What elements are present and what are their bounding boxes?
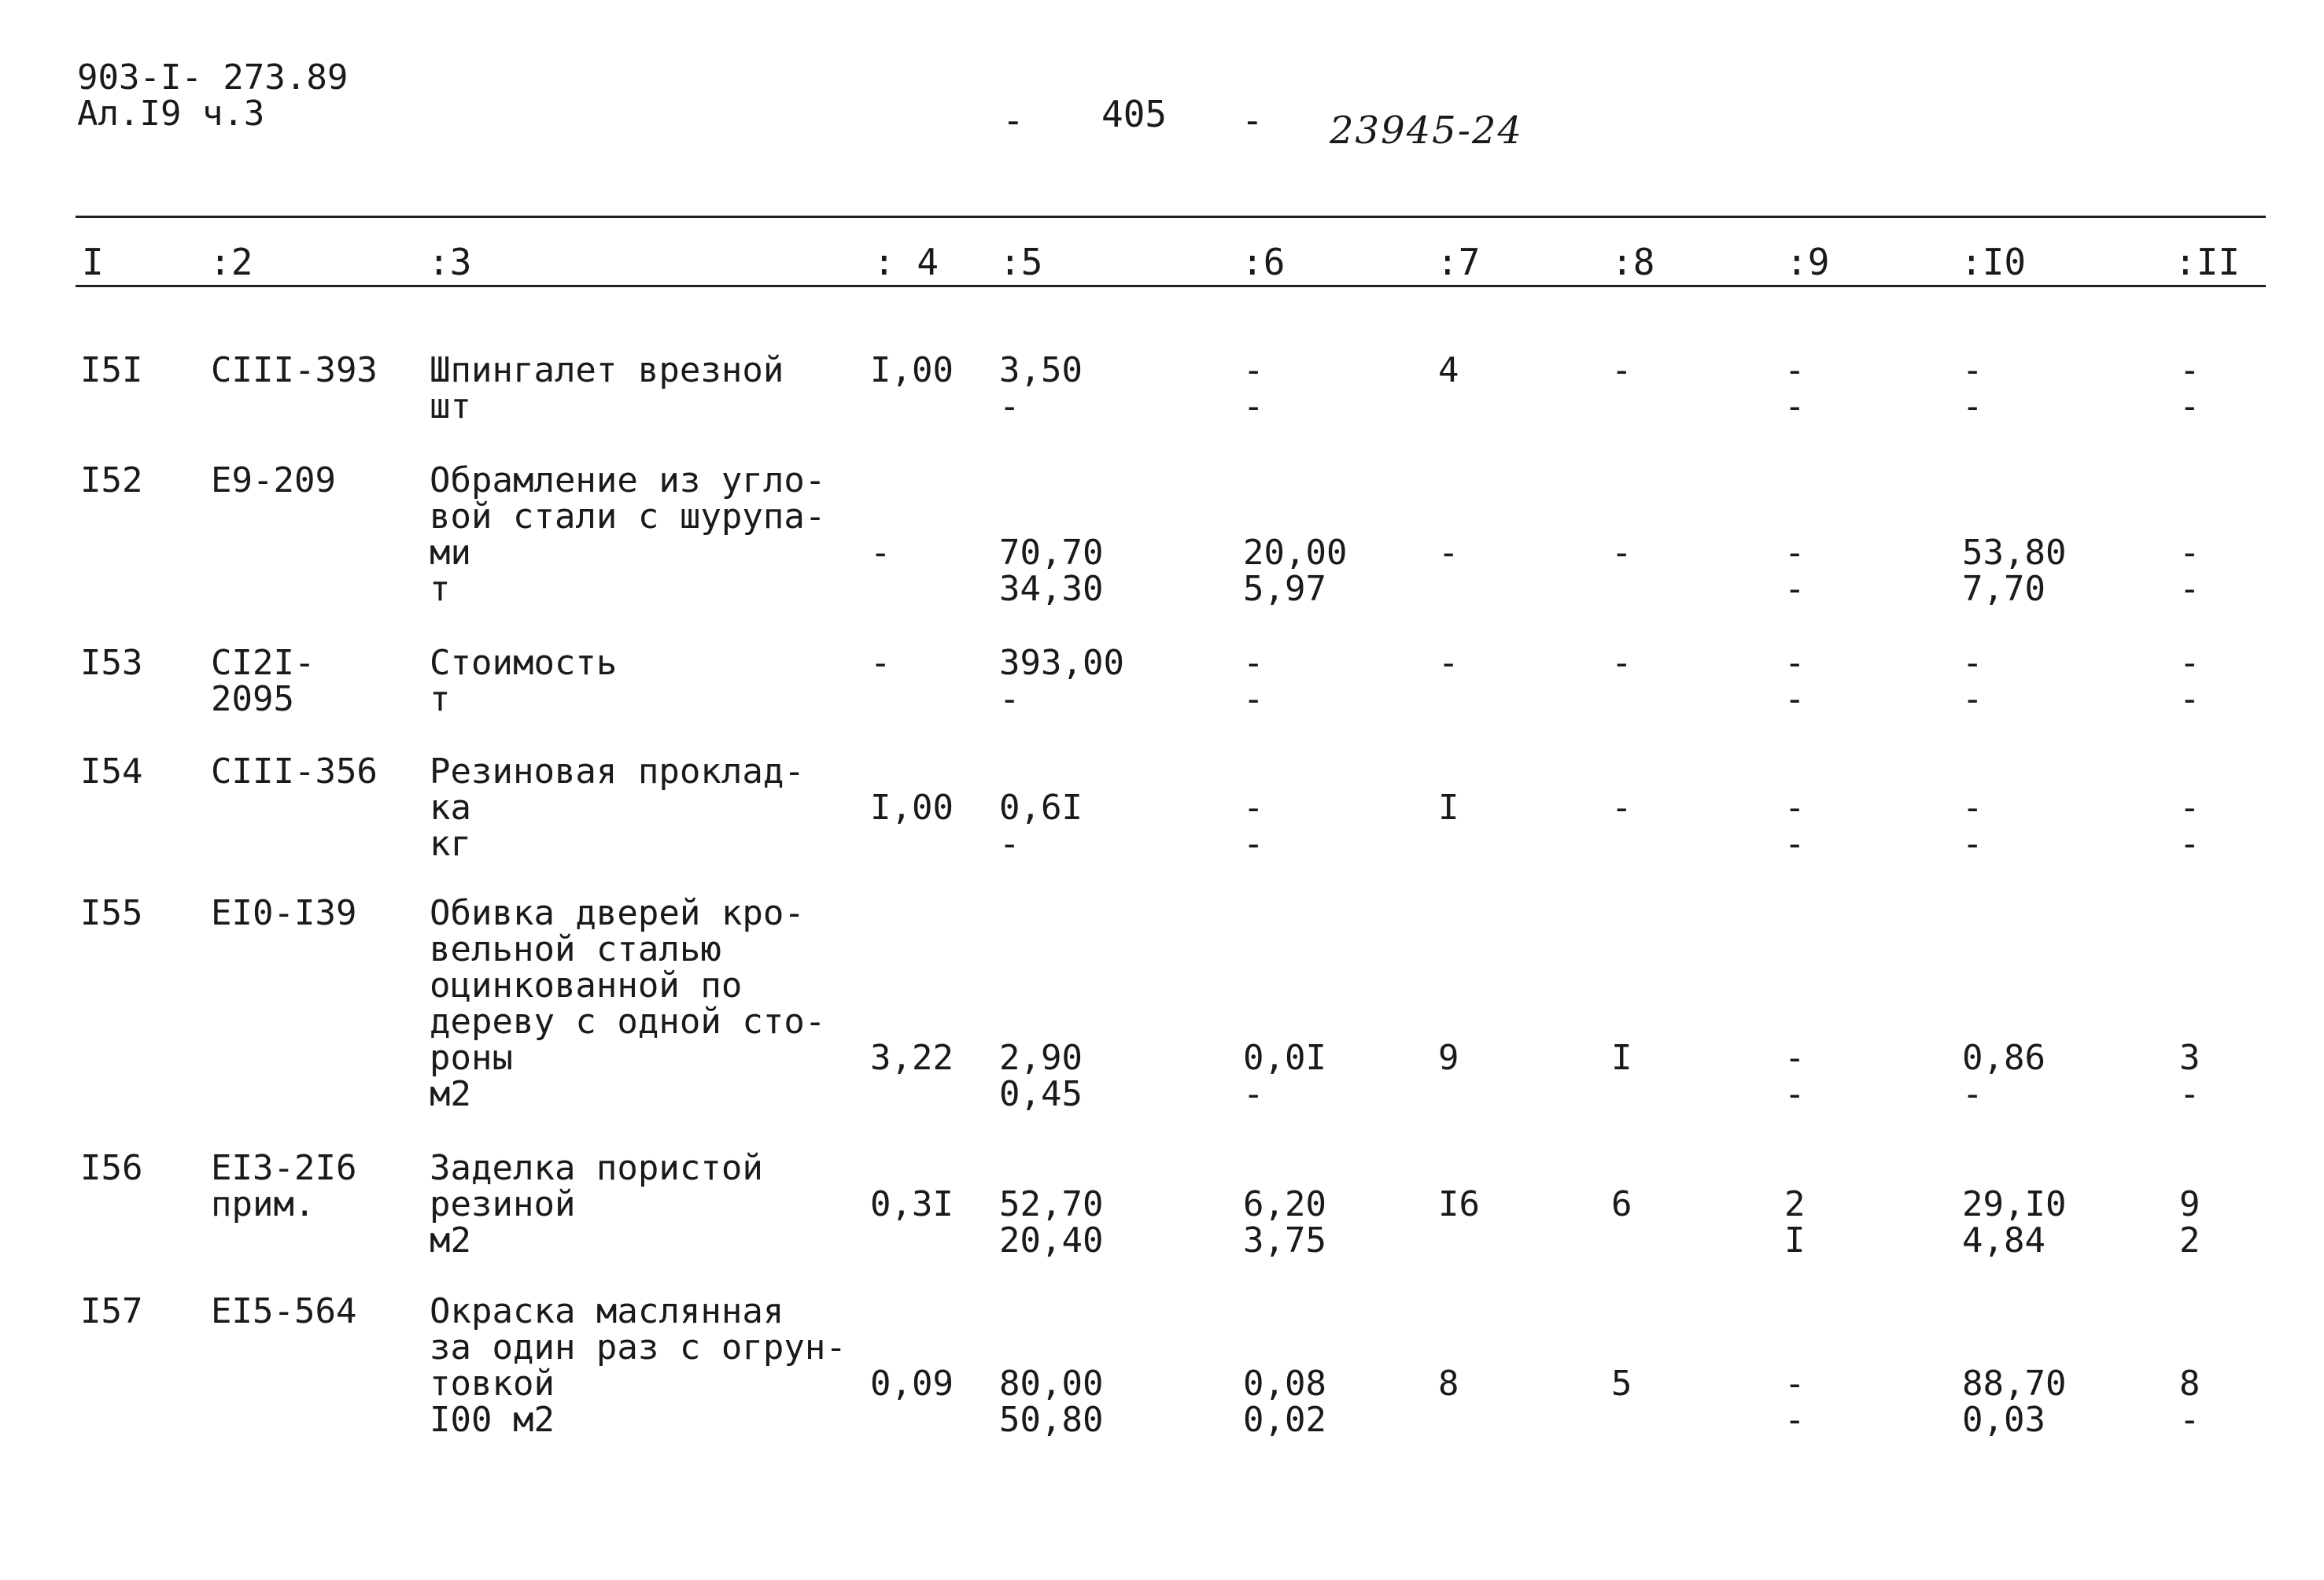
value-col-6-line: 5,97 [1243,569,1326,609]
quantity: I,00 [870,350,954,390]
value-col-9-line: - [1784,679,1806,719]
value-col-5 [999,1040,1083,1113]
norm-code-line: EI0-I39 [211,893,357,933]
value-col-6-line: - [1243,643,1264,683]
value-col-11-line: - [2179,386,2200,426]
value-col-6-line: - [1243,386,1264,426]
value-col-11 [2179,1366,2200,1438]
value-col-6-line: 3,75 [1243,1220,1326,1261]
value-col-8: 6 [1611,1184,1632,1224]
work-description-line: Стоимость [430,643,618,683]
value-col-10-line: - [1962,679,1983,719]
document-code-line-2: Ал.I9 ч.3 [77,94,265,134]
value-col-9-line: - [1784,824,1806,864]
value-col-5-line: 50,80 [999,1400,1104,1440]
row-number: I56 [80,1148,143,1188]
value-col-5-line: - [999,824,1020,864]
work-description-line: м2 [430,1220,471,1261]
value-col-11-line: - [2179,569,2200,609]
value-col-9-line: 2 [1784,1184,1806,1224]
value-col-10-line: - [1962,350,1983,390]
value-col-10 [1962,1040,2045,1113]
norm-code-line: CI2I- [211,643,315,683]
value-col-11-line: - [2179,1400,2200,1440]
value-col-6 [1243,1040,1326,1113]
value-col-9-line: - [1784,788,1806,828]
row-number: I54 [80,751,143,792]
value-col-10-line: - [1962,386,1983,426]
page-number: 405 [1101,93,1168,135]
value-col-8: - [1611,350,1632,390]
value-col-8: 5 [1611,1364,1632,1404]
value-col-5 [999,645,1124,718]
value-col-10 [1962,790,1983,862]
work-description-line: т [430,569,451,609]
value-col-9-line: - [1784,533,1806,573]
value-col-7: 4 [1438,350,1459,390]
value-col-5 [999,790,1083,862]
work-description-line: м2 [430,1074,471,1114]
work-description-line: роны [430,1038,513,1078]
value-col-11 [2179,535,2200,607]
value-col-6 [1243,535,1347,607]
norm-code [211,1150,356,1223]
page-number-dash-left: - [1002,99,1024,142]
value-col-10-line: 4,84 [1962,1220,2045,1261]
value-col-9 [1784,645,1806,718]
value-col-10-line: 88,70 [1962,1364,2067,1404]
value-col-5-line: 70,70 [999,533,1104,573]
quantity: - [870,643,891,683]
column-header-5: :5 [999,241,1043,283]
column-header-3: :3 [428,241,472,283]
value-col-5-line: 34,30 [999,569,1104,609]
value-col-5-line: 3,50 [999,350,1083,390]
value-col-10-line: - [1962,1074,1983,1114]
page-number-dash-right: - [1241,99,1263,142]
row-number: I5I [80,350,143,390]
norm-code [211,350,378,390]
norm-code-line: CIII-393 [211,350,378,390]
column-header-9: :9 [1786,241,1830,283]
column-header-7: :7 [1437,241,1481,283]
work-description-line: Обивка дверей кро- [430,893,805,933]
value-col-11-line: 9 [2179,1184,2200,1224]
work-description [430,1291,847,1440]
value-col-9-line: - [1784,350,1806,390]
work-description [430,895,825,1113]
value-col-10-line: 0,86 [1962,1038,2045,1078]
value-col-6 [1243,645,1264,718]
value-col-8: - [1611,533,1632,573]
value-col-10-line: 29,I0 [1962,1184,2067,1224]
quantity: I,00 [870,788,954,828]
value-col-7: - [1438,533,1459,573]
work-description [430,460,826,609]
work-description-line: Резиновая проклад- [430,751,805,792]
row-number: I57 [80,1291,143,1331]
value-col-5-line: - [999,679,1020,719]
value-col-6-line: - [1243,788,1264,828]
norm-code-line: EI3-2I6 [211,1148,357,1188]
value-col-5-line: - [999,386,1020,426]
value-col-11 [2179,790,2200,862]
work-description-line: I00 м2 [430,1400,555,1440]
value-col-10-line: 53,80 [1962,533,2067,573]
row-number: I55 [80,893,143,933]
value-col-5-line: 393,00 [999,643,1124,683]
value-col-9 [1784,1366,1806,1438]
value-col-9 [1784,350,1806,426]
value-col-10 [1962,1366,2066,1438]
work-description-line: за один раз с огрун- [430,1327,847,1368]
value-col-7: 9 [1438,1038,1459,1078]
norm-code [211,1291,357,1331]
value-col-9 [1784,1184,1806,1261]
work-description [430,350,784,426]
value-col-11 [2179,645,2200,718]
value-col-8: I [1611,1038,1632,1078]
norm-code-line: 2095 [211,679,294,719]
value-col-9-line: - [1784,1400,1806,1440]
quantity: 0,3I [870,1184,954,1224]
value-col-11-line: 8 [2179,1364,2200,1404]
work-description [430,751,805,864]
value-col-5-line: 52,70 [999,1184,1104,1224]
value-col-10 [1962,350,1983,426]
value-col-5-line: 80,00 [999,1364,1104,1404]
value-col-11-line: - [2179,1074,2200,1114]
work-description-line: ка [430,788,471,828]
value-col-6-line: - [1243,1074,1264,1114]
value-col-6-line: - [1243,350,1264,390]
value-col-9 [1784,1040,1806,1113]
work-description-line: вой стали с шурупа- [430,497,826,537]
value-col-7: 8 [1438,1364,1459,1404]
value-col-6-line: 0,08 [1243,1364,1326,1404]
column-header-6: :6 [1241,241,1286,283]
work-description-line: товкой [430,1364,555,1404]
work-description-line: т [430,679,451,719]
value-col-10-line: 0,03 [1962,1400,2045,1440]
value-col-9-line: - [1784,1364,1806,1404]
quantity: 3,22 [870,1038,954,1078]
work-description-line: оцинкованной по [430,965,743,1006]
quantity: 0,09 [870,1364,954,1404]
value-col-9-line: - [1784,386,1806,426]
work-description-line: резиной [430,1184,576,1224]
handwritten-number: 23945-24 [1330,109,1523,153]
column-header-8: :8 [1611,241,1655,283]
value-col-6-line: - [1243,679,1264,719]
column-header-4: : 4 [873,241,939,283]
work-description [430,1150,763,1259]
document-code-line-1: 903-I- 273.89 [77,57,349,98]
table-top-rule [76,216,2266,218]
norm-code-line: CIII-356 [211,751,378,792]
value-col-5-line: 0,6I [999,788,1083,828]
work-description-line: ми [430,533,471,573]
value-col-7: - [1438,643,1459,683]
value-col-8: - [1611,643,1632,683]
row-number: I52 [80,460,143,500]
value-col-6-line: 6,20 [1243,1184,1326,1224]
document-code [77,57,349,134]
value-col-9 [1784,535,1806,607]
value-col-9 [1784,790,1806,862]
column-header-2: :2 [209,241,253,283]
value-col-11-line: 2 [2179,1220,2200,1261]
norm-code-line: прим. [211,1184,315,1224]
value-col-6 [1243,350,1264,426]
value-col-11 [2179,350,2200,426]
value-col-10-line: - [1962,643,1983,683]
work-description-line: шт [430,386,471,426]
work-description-line: Шпингалет врезной [430,350,784,390]
value-col-9-line: - [1784,643,1806,683]
value-col-10 [1962,645,1983,718]
norm-code-line: EI5-564 [211,1291,357,1331]
value-col-11-line: 3 [2179,1038,2200,1078]
column-header-10: :I0 [1961,241,2027,283]
value-col-6 [1243,1184,1326,1261]
value-col-11-line: - [2179,350,2200,390]
value-col-10-line: - [1962,788,1983,828]
value-col-9-line: - [1784,1074,1806,1114]
norm-code [211,645,315,718]
value-col-11-line: - [2179,824,2200,864]
value-col-5-line: 0,45 [999,1074,1083,1114]
value-col-9-line: I [1784,1220,1806,1261]
work-description-line: дереву с одной сто- [430,1002,826,1042]
row-number: I53 [80,643,143,683]
table-header-rule [76,285,2266,287]
value-col-11-line: - [2179,788,2200,828]
work-description [430,645,617,718]
quantity: - [870,533,891,573]
value-col-10-line: 7,70 [1962,569,2045,609]
value-col-10-line: - [1962,824,1983,864]
work-description-line: Обрамление из угло- [430,460,826,500]
value-col-11-line: - [2179,679,2200,719]
norm-code [211,751,378,792]
value-col-7: I6 [1438,1184,1480,1224]
value-col-5 [999,1184,1104,1261]
value-col-9-line: - [1784,569,1806,609]
value-col-5-line: 2,90 [999,1038,1083,1078]
work-description-line: Окраска маслянная [430,1291,784,1331]
value-col-6 [1243,1366,1326,1438]
value-col-6 [1243,790,1264,862]
value-col-6-line: 0,02 [1243,1400,1326,1440]
work-description-line: кг [430,824,471,864]
value-col-5 [999,535,1103,607]
value-col-6-line: 20,00 [1243,533,1348,573]
value-col-5-line: 20,40 [999,1220,1104,1261]
norm-code [211,460,336,500]
value-col-9-line: - [1784,1038,1806,1078]
value-col-11-line: - [2179,643,2200,683]
value-col-5 [999,350,1083,426]
value-col-5 [999,1366,1103,1438]
value-col-11 [2179,1040,2200,1113]
value-col-6-line: - [1243,824,1264,864]
value-col-11-line: - [2179,533,2200,573]
work-description-line: Заделка пористой [430,1148,763,1188]
value-col-10 [1962,535,2066,607]
value-col-10 [1962,1184,2067,1261]
value-col-6-line: 0,0I [1243,1038,1326,1078]
value-col-7: I [1438,788,1459,828]
norm-code-line: E9-209 [211,460,336,500]
work-description-line: вельной сталью [430,929,721,969]
value-col-11 [2179,1184,2200,1261]
column-header-11: :II [2175,241,2241,283]
norm-code [211,895,356,932]
value-col-8: - [1611,788,1632,828]
column-header-1: I [82,241,104,283]
